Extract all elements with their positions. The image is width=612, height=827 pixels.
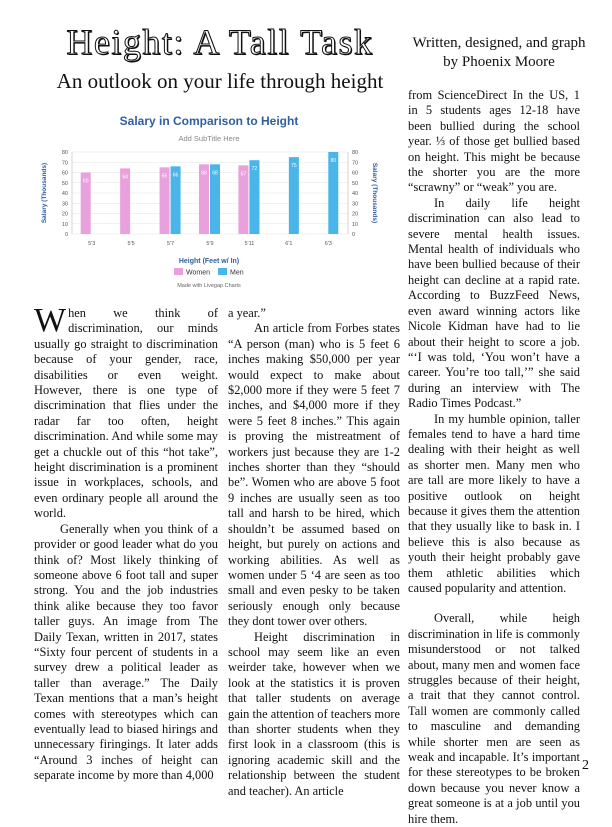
page-title: Height: A Tall Task [66, 22, 374, 62]
y-tick-label-right: 60 [352, 170, 359, 177]
y-tick-label-left: 40 [61, 191, 68, 197]
x-axis-label: Height (Feet w/ In) [178, 258, 240, 265]
bar-value-label: 68 [201, 170, 207, 177]
paragraph-text: In my humble opinion, taller females tend to have a hard time dealing with their height as well as shorter men. Many men who are tall are more likely to have a positive outlook on height because it gives them the attention that they usually like to bask in. I believe this is also because as youth their height probably gave them athletic abilities which caused popularity and attention. [408, 411, 580, 595]
paragraph [34, 302, 218, 522]
paragraph-text: hen we think of discrimination, our minds usually go straight to discrimination because of your gender, race, disabilities or even weight. However, there is one type of discrimination that flies under the radar far too often, height discrimination. And while some may get a chuckle out of this “hot take”, height discrimination is a prominent issue in workplaces, schools, and even ordinary people all around the world. [34, 306, 218, 521]
bar-value-label: 72 [251, 166, 258, 173]
bar-value-label: 68 [212, 170, 218, 177]
y-tick-label-right: 50 [352, 180, 359, 187]
y-axis-label-right: Salary (Thousands) [371, 162, 378, 224]
bar-value-label: 75 [291, 163, 297, 170]
paragraph [34, 522, 218, 784]
y-tick-label-right: 0 [352, 232, 356, 238]
y-tick-label-left: 60 [61, 170, 68, 177]
x-tick-label: 6'1 [285, 241, 293, 247]
bar-value-label: 66 [172, 172, 179, 179]
y-tick-label-right: 70 [352, 160, 359, 167]
paragraph-text: In daily life height discrimination can also lead to severe mental health issues. Mental health of individuals who have been bullied because of their height can decline at a rapid rate. According to BuzzFeed News, even award winning actors like Nicole Kidman have had to lie about their height to score a job. “‘I was told, ‘You won’t have a career. You’re too tall,’” she said during an interview with The Radio Times Podcast.” [408, 195, 580, 411]
y-tick-label-left: 30 [61, 201, 68, 208]
legend-swatch-women [174, 268, 183, 275]
x-tick-label: 5'5 [127, 241, 135, 247]
y-tick-label-left: 0 [64, 232, 68, 238]
salary-height-chart [36, 106, 382, 302]
paragraph-text: a year.” [228, 306, 266, 320]
paragraph [408, 611, 580, 827]
y-tick-label-left: 80 [61, 150, 68, 156]
y-tick-label-left: 10 [61, 221, 68, 228]
y-tick-label-right: 80 [352, 150, 359, 156]
page-subtitle: An outlook on your life through height [56, 69, 384, 93]
y-tick-label-right: 20 [352, 211, 359, 218]
paragraph [228, 630, 400, 799]
chart-subtitle: Add SubTitle Here [178, 134, 240, 143]
x-tick-label: 5'3 [88, 241, 96, 247]
paragraph [408, 196, 580, 412]
paragraph [408, 88, 580, 196]
article-column-2 [228, 306, 400, 799]
y-axis-label-left: Salary (Thousands) [41, 162, 48, 224]
paragraph-text: Overall, while heigh discrimination in life is commonly misunderstood or not talked about, many men and women face struggles because of their height, a trait that they cannot control. Tall women are commonly called to masculine and demanding while shorter men are seen as weak and incapable. It’s important for these stereotypes to be broken down because you never know a great someone is at a job until you hire them. [408, 611, 580, 826]
y-tick-label-left: 70 [61, 160, 68, 167]
page-number: 2 [582, 758, 589, 773]
legend-label: Men [230, 269, 244, 277]
legend-label: Women [186, 269, 210, 277]
paragraph [228, 321, 400, 629]
paragraph [408, 412, 580, 597]
chart-credit: Made with Livegap Charts [177, 283, 241, 289]
paragraph [228, 306, 400, 321]
y-tick-label-right: 30 [352, 201, 359, 208]
bar-value-label: 64 [122, 174, 128, 181]
y-tick-label-left: 20 [61, 211, 68, 218]
chart-title: Salary in Comparison to Height [119, 114, 299, 128]
bar-value-label: 65 [161, 173, 168, 180]
y-tick-label-left: 50 [61, 180, 68, 187]
bar-value-label: 67 [240, 171, 247, 178]
paragraph-text: from ScienceDirect In the US, 1 in 5 students ages 12-18 have been bullied during the school year. ⅓ of those get bullied based on height. This might be because the shorter you are the more “scrawny” or “weak” you are. [408, 88, 580, 195]
article-column-1 [34, 302, 218, 784]
article-column-3 [408, 88, 580, 827]
legend-swatch-men [218, 268, 227, 275]
x-tick-label: 6'3 [324, 241, 332, 247]
y-tick-label-right: 10 [352, 221, 359, 228]
paragraph-text: Height discrimination in school may seem like an even weirder take, however when we look at the statistics it is proven that taller students on average gain the attention of teachers more than shorter students when they first look in a classroom (this is ignoring academic skill and the relationship between the student and teacher). An article [228, 629, 400, 798]
x-tick-label: 5'9 [206, 241, 214, 247]
x-tick-label: 5'11 [244, 241, 255, 247]
paragraph-text: Generally when you think of a provider or good leader what do you think of? Most likely thinking of someone above 6 foot tall and super strong. You and the job industries think alike because they too favor taller guys. An image from The Daily Texan, written in 2017, states “Sixty four percent of students in a survey drew a political leader as taller than average.” The Daily Texan mentions that a man’s height comes with stereotypes which can eventually lead to biased hirings and unnecessary firingings. It later adds “Around 3 inches of height can separate income by more than 4,000 [34, 521, 218, 783]
drop-cap: W [34, 302, 67, 339]
paragraph-text: An article from Forbes states “A person (man) who is 5 feet 6 inches making $50,000 per year would expect to make about $2,000 more if they were 5 feet 7 inches, and $4,000 more if they were 5 feet 8 inches.” This again is proving the mistreatment of workers just because they are 1-2 inches shorter than they “should be”. Women who are above 5 foot 9 inches are usually seen as too tall and harsh to be hired, which shouldn’t be assumed based on height, but purely on actions and working abilities. As well as women under 5 ‘4 are seen as too small and even pesky to be taken seriously enough only because they dont tower over others. [228, 321, 400, 629]
y-tick-label-right: 40 [352, 191, 359, 197]
bar-value-label: 80 [330, 158, 337, 164]
byline: Written, designed, and graph by Phoenix Moore [412, 35, 586, 70]
bar-value-label: 60 [82, 178, 89, 185]
bar-men [328, 152, 338, 234]
x-tick-label: 5'7 [166, 241, 175, 247]
